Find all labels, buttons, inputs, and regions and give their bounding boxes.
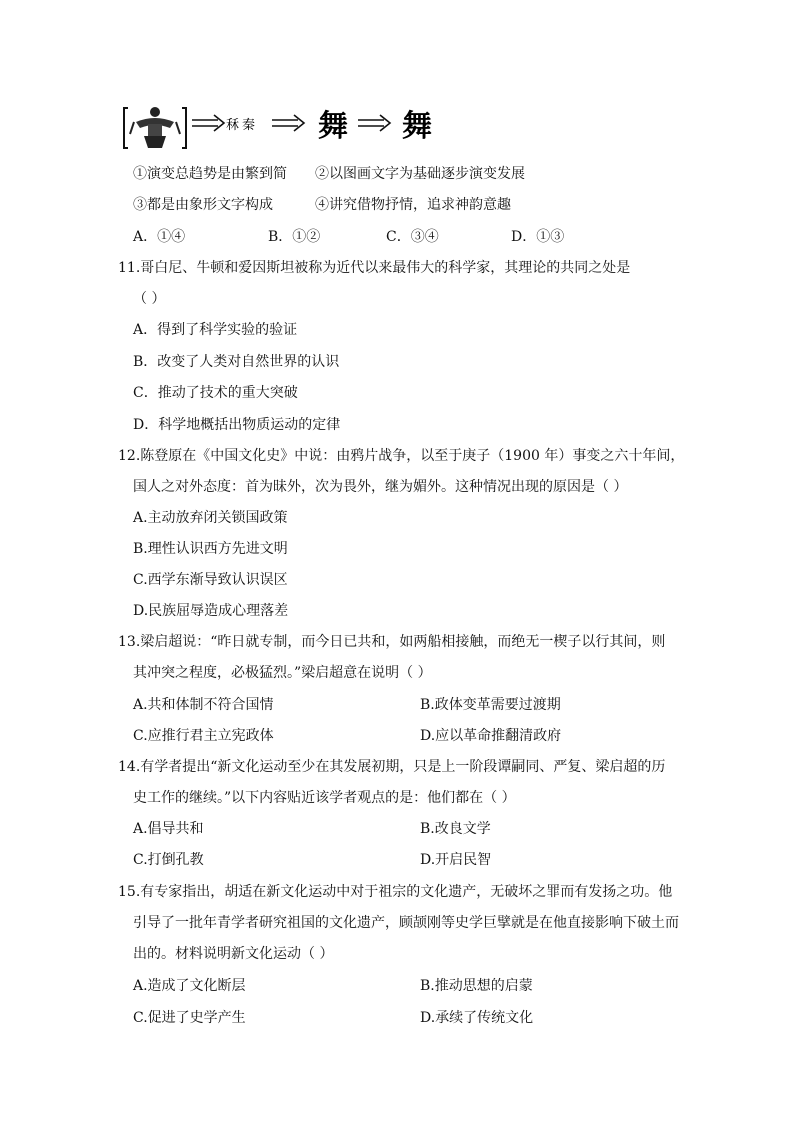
q13-option-d: D.应以革命推翻清政府 <box>420 728 562 744</box>
q15-option-c: C.促进了史学产生 <box>133 1010 246 1026</box>
glyph-clerical: 舞 <box>318 109 348 144</box>
q12-stem-line2: 国人之对外态度：首为昧外，次为畏外，继为媚外。这种情况出现的原因是（ ） <box>133 479 628 495</box>
q14-stem-line2: 史工作的继续。”以下内容贴近该学者观点的是：他们都在（ ） <box>133 790 516 806</box>
q12-option-b: B.理性认识西方先进文明 <box>133 541 288 557</box>
q14-stem-line1: 14.有学者提出“新文化运动至少在其发展初期，只是上一阶段谭嗣同、严复、梁启超的历 <box>118 759 666 775</box>
q13-stem-line1: 13.梁启超说：“昨日就专制，而今日已共和，如两船相接触，而绝无一楔子以行其间，则 <box>118 634 666 650</box>
q11-option-c: C．推动了技术的重大突破 <box>133 385 298 401</box>
q11-option-a: A．得到了科学实验的验证 <box>133 322 298 338</box>
q11-stem-line1: 11.哥白尼、牛顿和爱因斯坦被称为近代以来最伟大的科学家，其理论的共同之处是 <box>118 260 631 276</box>
q14-option-b: B.改良文学 <box>420 821 491 837</box>
q15-option-d: D.承续了传统文化 <box>420 1010 534 1026</box>
q10-statement-4: ④讲究借物抒情，追求神韵意趣 <box>315 197 511 213</box>
q10-statement-3: ③都是由象形文字构成 <box>133 197 273 213</box>
arrow-3 <box>358 115 390 131</box>
q13-stem-line2: 其冲突之程度，必极猛烈。”梁启超意在说明（ ） <box>133 665 432 681</box>
q14-option-c: C.打倒孔教 <box>133 852 204 868</box>
q14-option-d: D.开启民智 <box>420 852 492 868</box>
q12-option-c: C.西学东渐导致认识误区 <box>133 572 288 588</box>
q10-statement-2: ②以图画文字为基础逐步演变发展 <box>315 166 525 182</box>
q15-option-b: B.推动思想的启蒙 <box>420 978 533 994</box>
arrow-1 <box>192 115 224 131</box>
q10-option-b: B．①② <box>268 229 321 245</box>
q15-stem-line3: 出的。材料说明新文化运动（ ） <box>133 946 334 962</box>
q11-option-d: D．科学地概括出物质运动的定律 <box>133 417 341 433</box>
q11-stem-line2: （ ） <box>133 291 166 307</box>
q15-option-a: A.造成了文化断层 <box>133 978 246 994</box>
glyph-seal-2: 秦 <box>242 118 256 133</box>
q13-option-c: C.应推行君主立宪政体 <box>133 728 274 744</box>
q10-statement-1: ①演变总趋势是由繁到简 <box>133 166 287 182</box>
q12-option-d: D.民族屈辱造成心理落差 <box>133 603 289 619</box>
character-evolution-figure <box>122 102 452 154</box>
character-evolution-svg <box>122 102 452 154</box>
q15-stem-line2: 引导了一批年青学者研究祖国的文化遗产，顾颉刚等史学巨擘就是在他直接影响下破土而 <box>133 915 679 931</box>
q11-option-b: B．改变了人类对自然世界的认识 <box>133 354 340 370</box>
q15-stem-line1: 15.有专家指出，胡适在新文化运动中对于祖宗的文化遗产，无破坏之罪而有发扬之功。他 <box>118 884 673 900</box>
q12-option-a: A.主动放弃闭关锁国政策 <box>133 510 288 526</box>
q10-option-d: D．①③ <box>511 229 565 245</box>
q10-option-c: C．③④ <box>386 229 439 245</box>
q13-option-a: A.共和体制不符合国情 <box>133 697 274 713</box>
q13-option-b: B.政体变革需要过渡期 <box>420 697 561 713</box>
q14-option-a: A.倡导共和 <box>133 821 204 837</box>
glyph-regular: 舞 <box>402 109 432 144</box>
glyph-seal: 秝 <box>226 118 240 133</box>
arrow-2 <box>272 115 304 131</box>
q10-option-a: A．①④ <box>133 229 186 245</box>
pictograph-image <box>124 107 186 148</box>
q12-stem-line1: 12.陈登原在《中国文化史》中说：由鸦片战争，以至于庚子（1900 年）事变之六十年间， <box>118 448 685 464</box>
